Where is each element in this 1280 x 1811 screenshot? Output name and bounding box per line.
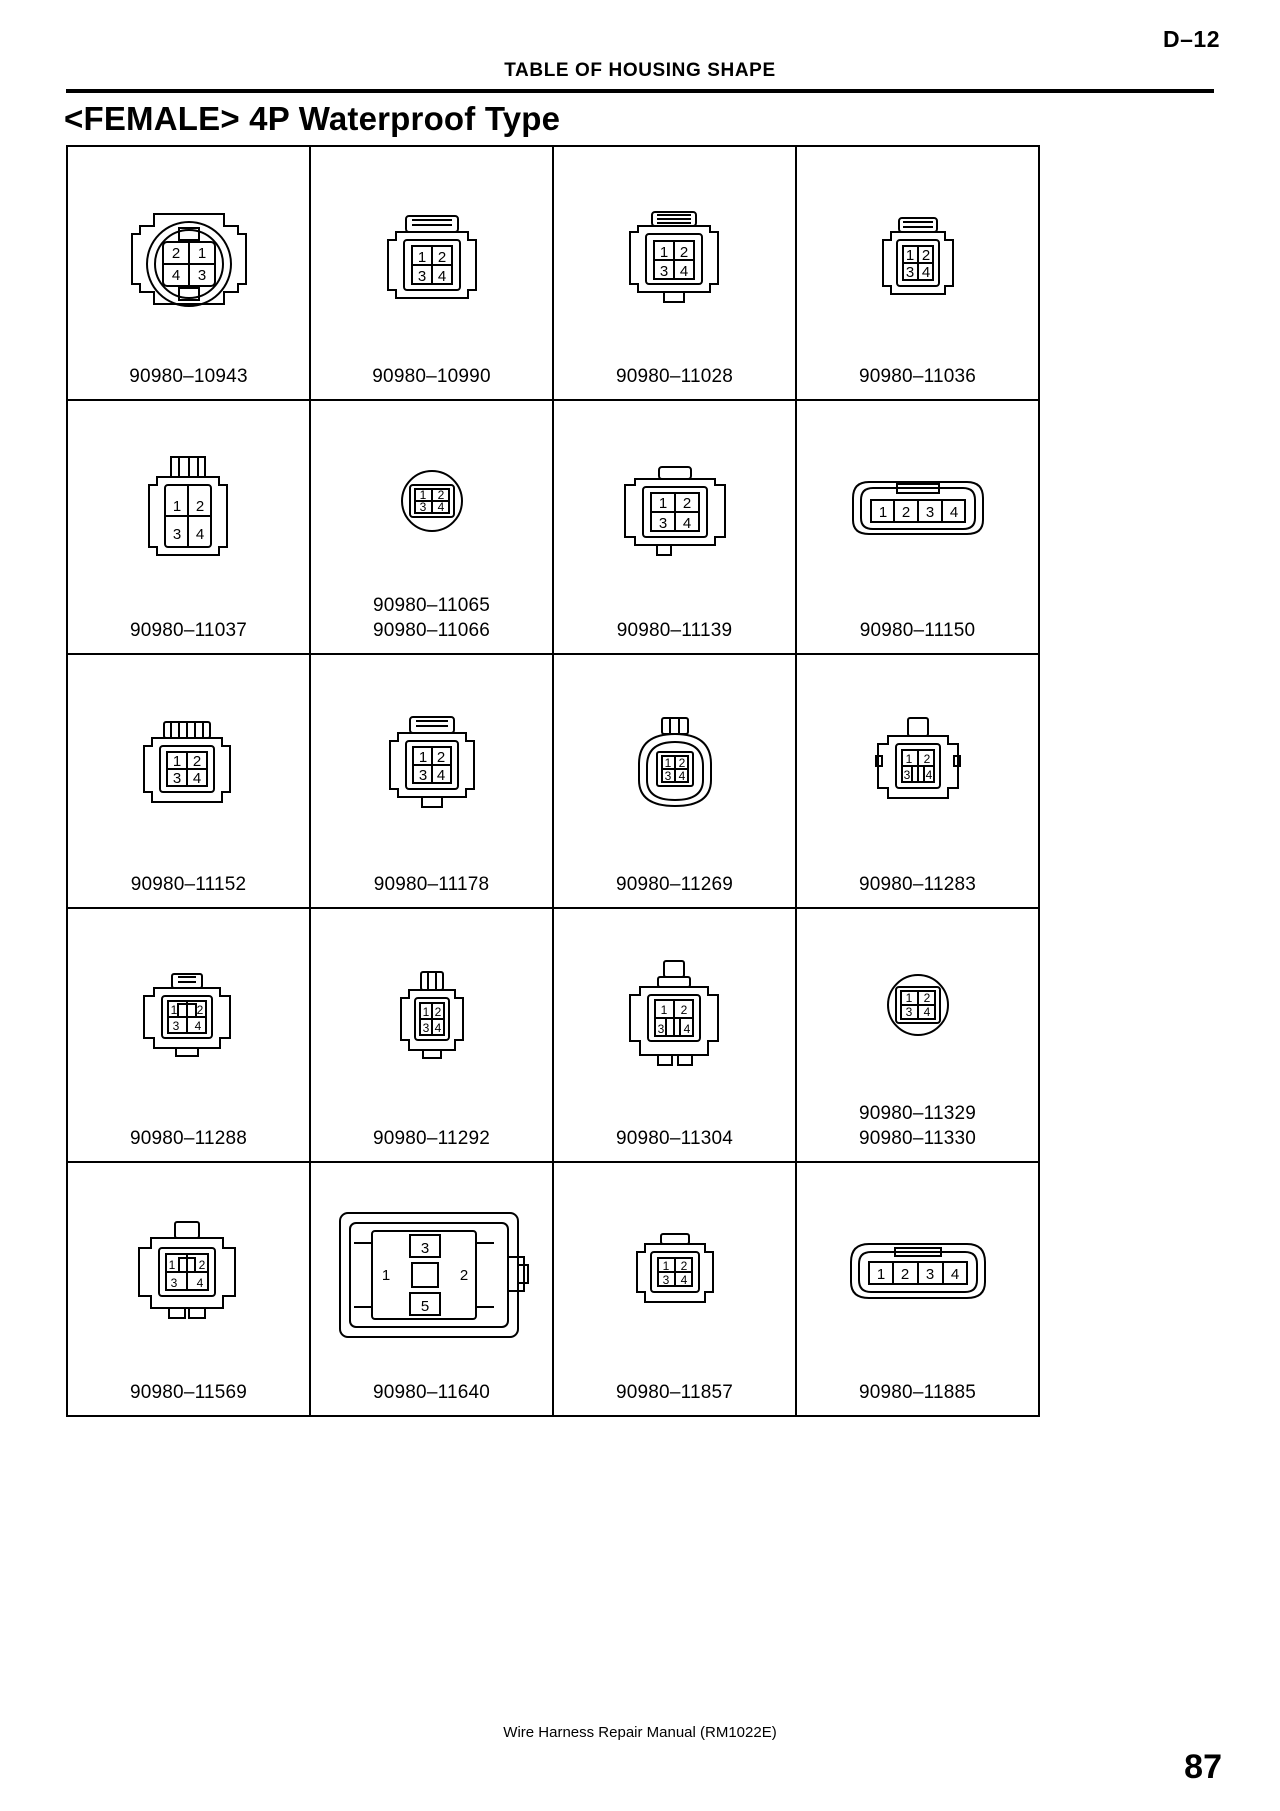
pin-label: 3 xyxy=(905,263,914,281)
pin-label: 1 xyxy=(419,487,426,502)
part-number: 90980–11036 xyxy=(858,365,977,387)
table-cell xyxy=(796,908,1039,1162)
table-cell xyxy=(67,146,310,400)
pin-label: 2 xyxy=(923,751,930,766)
pin-label: 4 xyxy=(949,503,958,521)
table-row xyxy=(67,654,1039,908)
pin-label: 3 xyxy=(664,768,671,783)
section-title: <FEMALE> 4P Waterproof Type xyxy=(64,100,561,137)
pin-label: 3 xyxy=(420,1240,430,1258)
table-row xyxy=(67,1162,1039,1416)
part-number-list xyxy=(554,873,795,907)
header-title: TABLE OF HOUSING SHAPE xyxy=(504,60,776,81)
part-number-list xyxy=(68,619,309,653)
pin-label: 1 xyxy=(658,494,667,512)
pin-label: 4 xyxy=(678,768,685,783)
table-cell xyxy=(310,908,553,1162)
pin-label: 1 xyxy=(381,1267,391,1285)
pin-label: 3 xyxy=(419,499,426,514)
pin-label: 2 xyxy=(679,243,688,261)
pin-label: 2 xyxy=(196,1003,203,1018)
pin-label: 4 xyxy=(437,267,446,285)
pin-label: 4 xyxy=(682,514,691,532)
table-cell xyxy=(67,1162,310,1416)
pin-label: 1 xyxy=(197,244,206,262)
table-cell xyxy=(553,654,796,908)
part-number-list xyxy=(554,365,795,399)
pin-label: 2 xyxy=(682,494,691,512)
pin-label: 4 xyxy=(921,263,930,281)
pin-label: 4 xyxy=(194,1019,201,1034)
part-number: 90980–11885 xyxy=(858,1381,977,1403)
pin-label: 4 xyxy=(680,1272,687,1287)
connector-diagram-large-relay-5p xyxy=(311,1163,552,1381)
connector-diagram-compact-4p xyxy=(554,1163,795,1381)
connector-diagram-small-tab-4p xyxy=(311,909,552,1127)
connector-diagram-inline-wide-4p xyxy=(797,1163,1038,1381)
part-number: 90980–11288 xyxy=(129,1127,248,1149)
page-number: 87 xyxy=(1184,1748,1222,1786)
pin-label: 2 xyxy=(680,1002,687,1017)
pin-label: 1 xyxy=(876,1265,885,1283)
pin-label: 2 xyxy=(195,497,204,515)
connector-diagram-circle-4p xyxy=(797,909,1038,1102)
pin-label: 3 xyxy=(418,767,427,785)
pin-label: 3 xyxy=(925,1265,934,1283)
part-number-list xyxy=(797,1102,1038,1161)
part-number: 90980–11150 xyxy=(859,619,976,641)
part-number-list xyxy=(311,1381,552,1415)
connector-diagram-small-round-4p xyxy=(311,401,552,594)
pin-label: 2 xyxy=(923,990,930,1005)
table-cell xyxy=(310,654,553,908)
pin-label: 2 xyxy=(436,749,445,767)
pin-label: 1 xyxy=(905,990,912,1005)
part-number-list xyxy=(797,873,1038,907)
pin-label: 3 xyxy=(172,769,181,787)
connector-diagram-oval-body-4p xyxy=(554,655,795,873)
pin-label: 2 xyxy=(678,755,685,770)
pin-label: 2 xyxy=(434,1004,441,1019)
part-number-list xyxy=(311,1127,552,1161)
table-cell xyxy=(553,400,796,654)
part-number: 90980–11640 xyxy=(372,1381,491,1403)
part-number: 90980–11037 xyxy=(129,619,248,641)
pin-label: 4 xyxy=(195,525,204,543)
part-number-list xyxy=(311,594,552,653)
pin-label: 3 xyxy=(172,525,181,543)
table-cell xyxy=(796,1162,1039,1416)
header-divider xyxy=(66,89,1214,93)
table-cell xyxy=(310,400,553,654)
pin-label: 3 xyxy=(905,1004,912,1019)
connector-diagram-square-ribtop-4p xyxy=(311,147,552,365)
pin-label: 2 xyxy=(680,1258,687,1273)
connector-diagram-tall-post-4p xyxy=(554,909,795,1127)
pin-label: 1 xyxy=(172,497,181,515)
pin-label: 4 xyxy=(434,1020,441,1035)
pin-label: 1 xyxy=(660,1002,667,1017)
pin-label: 2 xyxy=(198,1257,205,1272)
pin-label: 3 xyxy=(172,1019,179,1034)
part-number: 90980–11065 xyxy=(372,595,491,617)
pin-label: 1 xyxy=(878,503,887,521)
pin-label: 1 xyxy=(170,1003,177,1018)
connector-diagram-ribtop-bottom-tab-4p xyxy=(311,655,552,873)
pin-label: 4 xyxy=(192,769,201,787)
pin-label: 3 xyxy=(903,767,910,782)
connector-diagram-boxed-pin-4p xyxy=(68,909,309,1127)
part-number: 90980–11178 xyxy=(373,873,490,895)
part-number: 90980–10990 xyxy=(372,365,491,387)
connector-diagram-tall-bracket-4p xyxy=(68,401,309,619)
part-number-list xyxy=(554,1381,795,1415)
pin-label: 1 xyxy=(417,248,426,266)
pin-label: 2 xyxy=(459,1267,469,1285)
table-cell xyxy=(553,1162,796,1416)
part-number-list xyxy=(554,1127,795,1161)
pin-label: 3 xyxy=(658,514,667,532)
pin-label: 2 xyxy=(192,752,201,770)
pin-label: 1 xyxy=(418,749,427,767)
part-number: 90980–11269 xyxy=(615,873,734,895)
pin-label: 4 xyxy=(196,1275,203,1290)
pin-label: 4 xyxy=(925,767,932,782)
pin-label: 1 xyxy=(422,1004,429,1019)
part-number-list xyxy=(554,619,795,653)
table-cell xyxy=(67,654,310,908)
pin-label: 3 xyxy=(657,1021,664,1036)
page-code: D–12 xyxy=(1163,26,1220,52)
part-number-list xyxy=(68,1381,309,1415)
part-number: 90980–11329 xyxy=(858,1103,977,1125)
pin-label: 3 xyxy=(170,1275,177,1290)
pin-label: 4 xyxy=(436,767,445,785)
connector-diagram-narrow-ribtop-4p xyxy=(797,147,1038,365)
part-number: 90980–11152 xyxy=(130,873,247,895)
connector-diagram-round-flange-4p xyxy=(68,147,309,365)
pin-label: 4 xyxy=(923,1004,930,1019)
pin-label: 5 xyxy=(420,1298,430,1316)
connector-diagram-inline-4p-row xyxy=(797,401,1038,619)
pin-label: 4 xyxy=(437,499,444,514)
part-number-list xyxy=(797,619,1038,653)
part-number: 90980–11304 xyxy=(615,1127,734,1149)
pin-label: 4 xyxy=(171,266,180,284)
pin-label: 1 xyxy=(905,751,912,766)
pin-label: 2 xyxy=(901,503,910,521)
table-cell xyxy=(553,146,796,400)
part-number-list xyxy=(311,365,552,399)
table-cell xyxy=(310,146,553,400)
pin-label: 1 xyxy=(168,1257,175,1272)
part-number: 90980–11569 xyxy=(129,1381,248,1403)
pin-label: 2 xyxy=(437,248,446,266)
part-number-list xyxy=(311,873,552,907)
part-number-list xyxy=(68,365,309,399)
table-row xyxy=(67,908,1039,1162)
table-row xyxy=(67,400,1039,654)
part-number-list xyxy=(68,1127,309,1161)
housing-shape-table xyxy=(66,145,1040,1417)
pin-label: 4 xyxy=(683,1021,690,1036)
table-cell xyxy=(67,908,310,1162)
footer-manual-name: Wire Harness Repair Manual (RM1022E) xyxy=(503,1724,777,1741)
pin-label: 2 xyxy=(171,244,180,262)
pin-label: 1 xyxy=(662,1258,669,1273)
pin-label: 1 xyxy=(659,243,668,261)
pin-label: 3 xyxy=(925,503,934,521)
pin-label: 4 xyxy=(950,1265,959,1283)
pin-label: 3 xyxy=(197,266,206,284)
table-cell xyxy=(67,400,310,654)
pin-label: 3 xyxy=(417,267,426,285)
table-cell xyxy=(796,654,1039,908)
table-cell xyxy=(310,1162,553,1416)
pin-label: 1 xyxy=(905,246,914,264)
table-row xyxy=(67,146,1039,400)
part-number: 90980–11330 xyxy=(858,1127,977,1149)
pin-label: 1 xyxy=(172,752,181,770)
table-cell xyxy=(796,400,1039,654)
pin-label: 3 xyxy=(662,1272,669,1287)
part-number: 90980–11028 xyxy=(615,365,734,387)
part-number: 90980–11066 xyxy=(372,619,491,641)
table-cell xyxy=(553,908,796,1162)
table-cell xyxy=(796,146,1039,400)
part-number-list xyxy=(797,365,1038,399)
pin-label: 2 xyxy=(921,246,930,264)
connector-diagram-post-top-4p xyxy=(797,655,1038,873)
part-number: 90980–11283 xyxy=(858,873,977,895)
connector-diagram-wide-clip-4p xyxy=(554,401,795,619)
part-number-list xyxy=(68,873,309,907)
part-number: 90980–11857 xyxy=(615,1381,734,1403)
pin-label: 2 xyxy=(437,487,444,502)
connector-diagram-wide-boxed-4p xyxy=(68,1163,309,1381)
pin-label: 3 xyxy=(659,262,668,280)
connector-diagram-ribbed-top-4p xyxy=(68,655,309,873)
part-number-list xyxy=(797,1381,1038,1415)
connector-diagram-square-latch-tab-4p xyxy=(554,147,795,365)
part-number: 90980–11292 xyxy=(372,1127,491,1149)
pin-label: 2 xyxy=(900,1265,909,1283)
part-number: 90980–11139 xyxy=(616,619,733,641)
pin-label: 1 xyxy=(664,755,671,770)
pin-label: 4 xyxy=(679,262,688,280)
pin-label: 3 xyxy=(422,1020,429,1035)
part-number: 90980–10943 xyxy=(129,365,248,387)
